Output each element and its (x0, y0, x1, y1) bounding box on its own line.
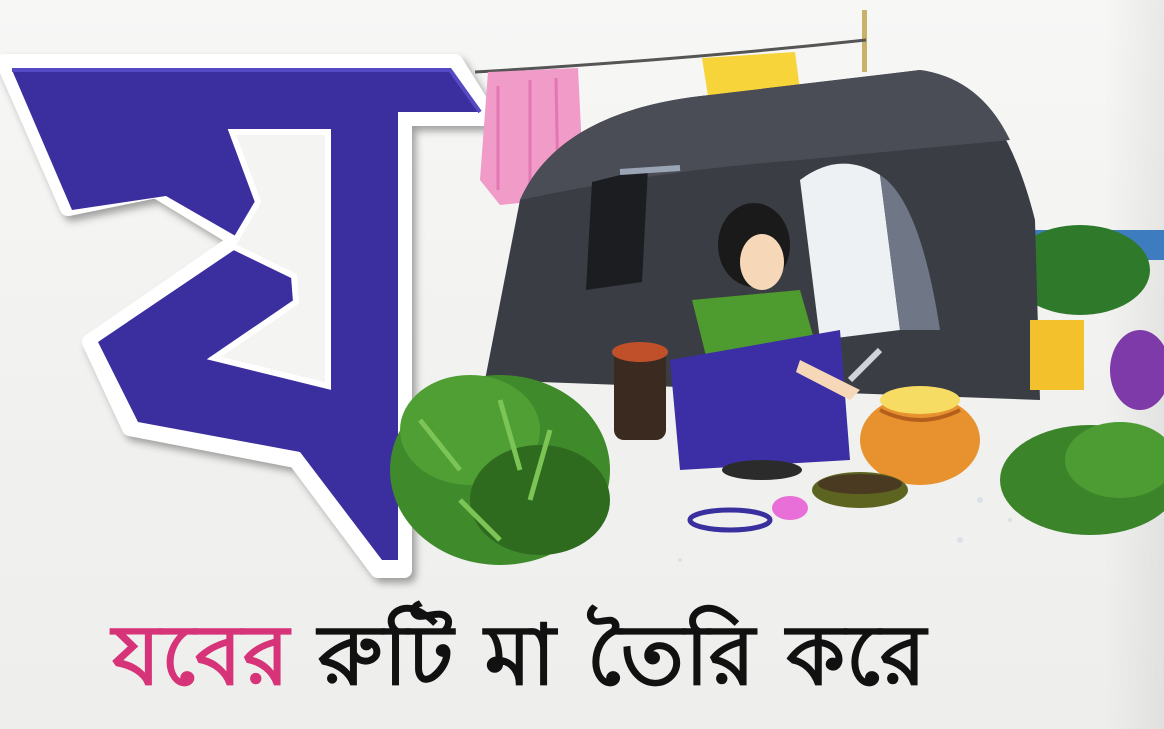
bowl-icon (690, 472, 908, 530)
caption-rest: রুটি মা তৈরি করে (318, 606, 928, 704)
clay-pot-icon (612, 342, 668, 440)
caption-highlight-word: যবের (112, 606, 291, 704)
clay-pot-icon (860, 386, 980, 485)
bush-icon (390, 375, 610, 565)
bush-icon (1000, 422, 1164, 535)
cooking-scene-illustration (380, 0, 1164, 600)
caption (112, 600, 927, 710)
